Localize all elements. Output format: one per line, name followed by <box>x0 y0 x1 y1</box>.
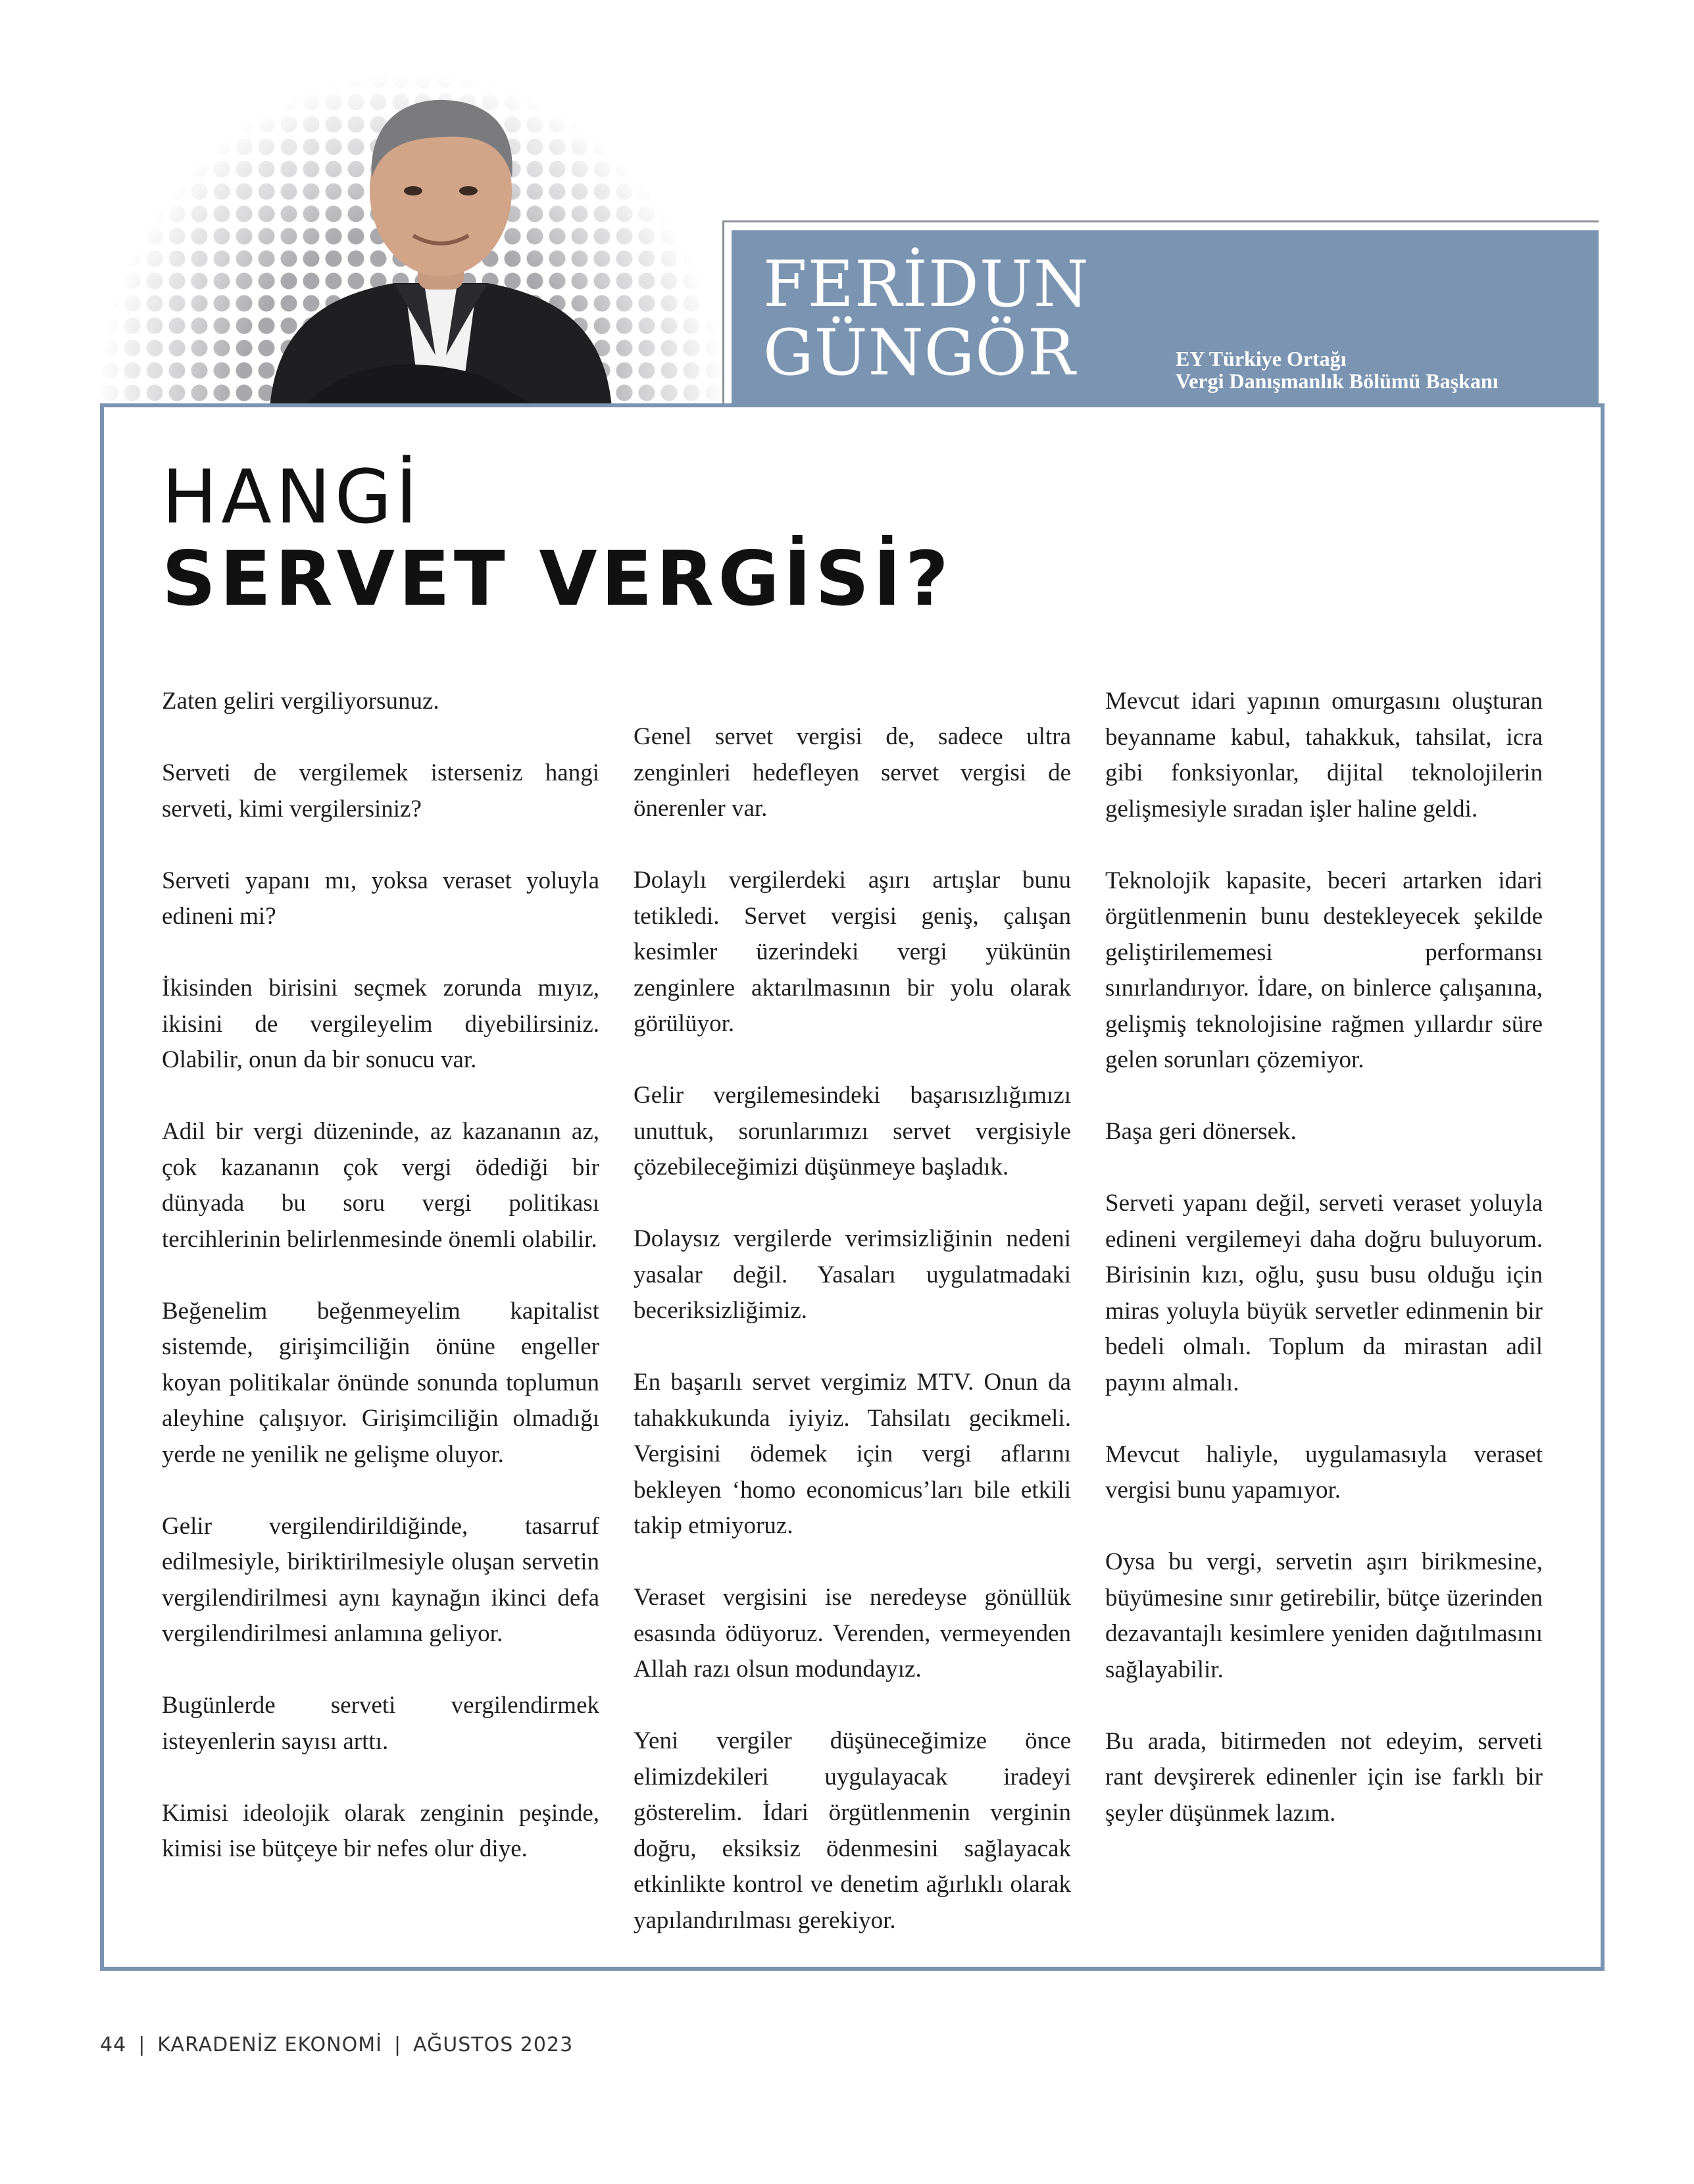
footer-separator: | <box>393 2033 402 2056</box>
magazine-name: KARADENİZ EKONOMİ <box>157 2033 382 2056</box>
author-role <box>1176 347 1499 392</box>
paragraph: Kimisi ideolojik olarak zenginin peşinde, kimisi ise bütçeye bir nefes olur diye. <box>162 1799 599 1862</box>
author-role-line-2: Vergi Danışmanlık Bölümü Başkanı <box>1176 369 1499 393</box>
paragraph: Dolaysız vergilerde verimsizliğinin nedeni yasalar değil. Yasaları uygulatmadaki beceriksizliğimiz. <box>634 1225 1071 1324</box>
paragraph: Dolaylı vergilerdeki aşırı artışlar bunu tetikledi. Servet vergisi geniş, çalışan kesimler üzerindeki vergi yükünün zenginlere aktarılmasının bir yolu olarak görülüyor. <box>634 867 1071 1037</box>
author-name <box>763 247 1089 390</box>
paragraph: Gelir vergilendirildiğinde, tasarruf edilmesiyle, biriktirilmesiyle oluşan servetin vergilendirilmesi aynı kaynağın ikinci defa vergilendirilmesi anlamına geliyor. <box>162 1512 599 1647</box>
headline-line-1: HANGİ <box>162 455 422 540</box>
footer-separator: | <box>138 2033 146 2056</box>
author-name-band <box>732 230 1599 405</box>
paragraph: Oysa bu vergi, servetin aşırı birikmesine, büyümesine sınır getirebilir, bütçe üzerinden dezavantajlı kesimlere yeniden dağıtılmasını sağlayabilir. <box>1105 1548 1543 1683</box>
headline-line-2: SERVET VERGİSİ? <box>162 535 953 622</box>
paragraph: Bugünlerde serveti vergilendirmek isteyenlerin sayısı arttı. <box>162 1692 599 1755</box>
page-number: 44 <box>100 2033 127 2056</box>
issue-date: AĞUSTOS 2023 <box>413 2033 574 2056</box>
paragraph: Yeni vergiler düşüneceğimize önce elimizdekileri uygulayacak iradeyi gösterelim. İdari örgütlenmenin verginin doğru, eksiksiz ödenmesini sağlayacak etkinlikte kontrol ve denetim ağırlıklı olarak yapılandırılması gerekiyor. <box>634 1727 1071 1934</box>
header-rule <box>722 220 1599 222</box>
header-rule-vertical <box>722 220 724 405</box>
paragraph: Teknolojik kapasite, beceri artarken idari örgütlenmenin bunu destekleyecek şekilde geliştirilememesi performansı sınırlandırıyor. İdare, on binlerce çalışanına, gelişmiş teknolojisine rağmen yıllardır süre gelen sorunları çözemiyor. <box>1105 867 1543 1073</box>
paragraph: Serveti yapanı mı, yoksa veraset yoluyla edineni mi? <box>162 867 599 930</box>
author-role-line-1: EY Türkiye Ortağı <box>1176 347 1347 370</box>
author-portrait <box>263 79 618 408</box>
paragraph: Zaten geliri vergiliyorsunuz. <box>162 688 439 715</box>
article-column-3 <box>1105 684 1543 1867</box>
article-frame <box>100 403 1605 1971</box>
paragraph: En başarılı servet vergimiz MTV. Onun da tahakkukunda iyiyiz. Tahsilatı gecikmeli. Vergisini ödemek için vergi aflarını bekleyen ‘homo economicus’ları bile etkili takip etmiyoruz. <box>634 1369 1071 1539</box>
paragraph: İkisinden birisini seçmek zorunda mıyız, ikisini de vergileyelim diyebilirsiniz. Olabilir, onun da bir sonucu var. <box>162 975 599 1073</box>
paragraph: Serveti de vergilemek isterseniz hangi serveti, kimi vergilersiniz? <box>162 759 599 823</box>
paragraph: Mevcut haliyle, uygulamasıyla veraset vergisi bunu yapamıyor. <box>1105 1440 1543 1504</box>
paragraph: Veraset vergisini ise neredeyse gönüllük esasında ödüyoruz. Verenden, vermeyenden Allah razı olsun modundayız. <box>634 1584 1071 1683</box>
paragraph: Serveti yapanı değil, serveti veraset yoluyla edineni vergilemeyi daha doğru buluyorum. Birisinin kızı, oğlu, şusu busu olduğu için miras yoluyla büyük servetler edinmenin bir bedeli olmalı. Toplum da mirastan adil payını almalı. <box>1105 1190 1543 1396</box>
article-column-1 <box>162 684 599 1903</box>
author-first-name: FERİDUN <box>763 247 1089 321</box>
article-headline <box>162 457 953 620</box>
article-column-2 <box>634 719 1071 1975</box>
paragraph: Adil bir vergi düzeninde, az kazananın az, çok kazananın çok vergi ödediği bir dünyada bu soru vergi politikası tercihlerinin belirlenmesinde önemli olabilir. <box>162 1118 599 1253</box>
paragraph: Genel servet vergisi de, sadece ultra zenginleri hedefleyen servet vergisi de önerenler var. <box>634 723 1071 822</box>
author-last-name: GÜNGÖR <box>763 316 1076 390</box>
paragraph: Başa geri dönersek. <box>1105 1118 1297 1145</box>
page-footer <box>100 2033 573 2056</box>
paragraph: Bu arada, bitirmeden not edeyim, serveti rant devşirerek edinenler için ise farklı bir şeyler düşünmek lazım. <box>1105 1727 1543 1827</box>
paragraph: Mevcut idari yapının omurgasını oluşturan beyanname kabul, tahakkuk, tahsilat, icra gibi fonksiyonlar, dijital teknolojilerin gelişmesiyle sıradan işler haline geldi. <box>1105 688 1543 823</box>
paragraph: Beğenelim beğenmeyelim kapitalist sistemde, girişimciliğin önüne engeller koyan politikalar önünde sonunda toplumun aleyhine çalışıyor. Girişimciliğin olmadığı yerde ne yenilik ne gelişme oluyor. <box>162 1297 599 1468</box>
paragraph: Gelir vergilemesindeki başarısızlığımızı unuttuk, sorunlarımızı servet vergisiyle çözebileceğimizi düşünmeye başladık. <box>634 1082 1071 1181</box>
